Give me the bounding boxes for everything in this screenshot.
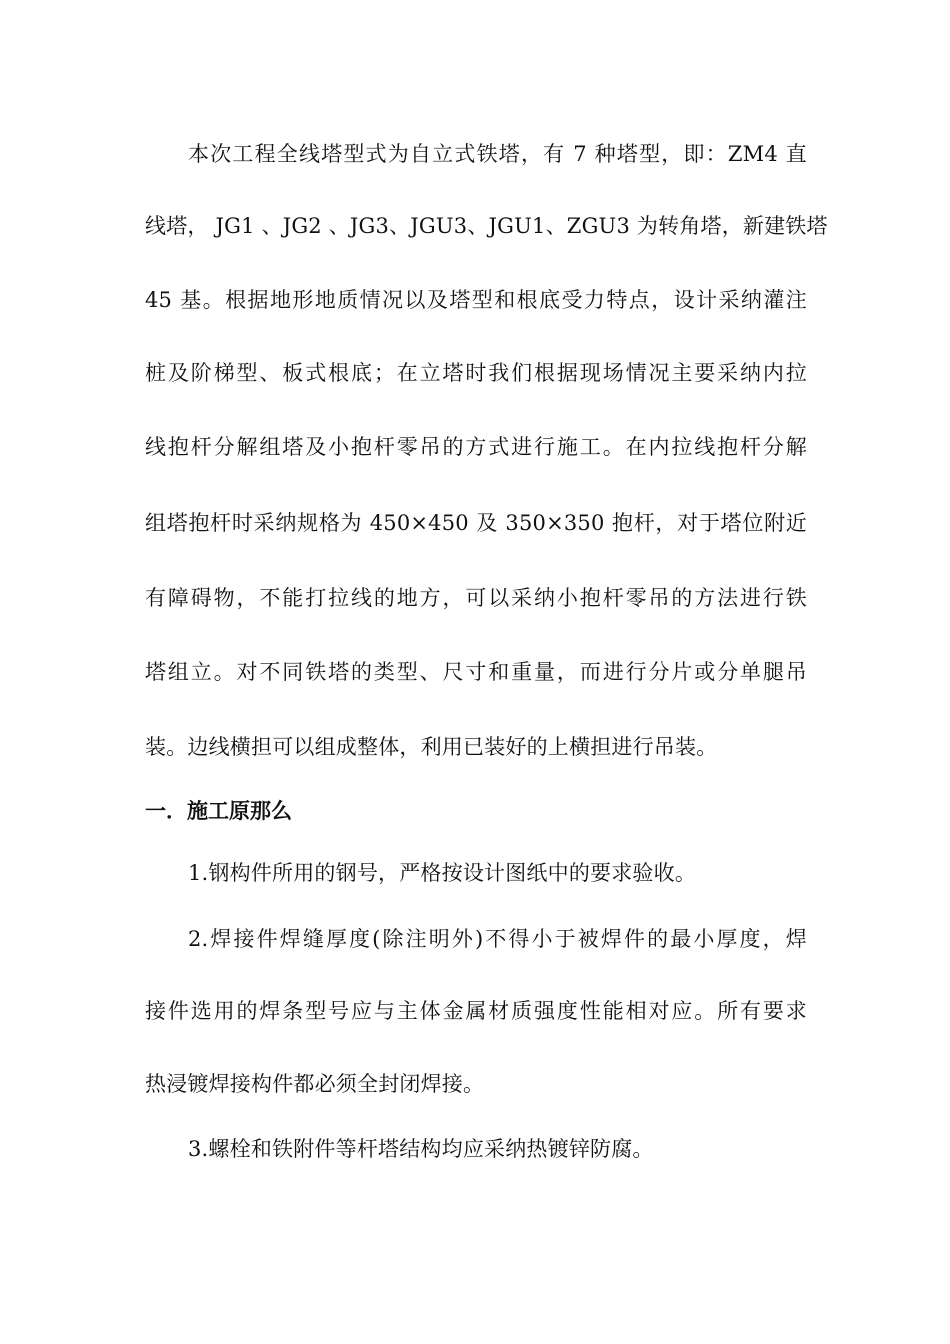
principle-item-2-line-1: 2.焊接件焊缝厚度(除注明外)不得小于被焊件的最小厚度，焊 [188, 927, 807, 951]
principle-item-1: 1.钢构件所用的钢号，严格按设计图纸中的要求验收。 [188, 861, 697, 885]
intro-line-2: 线塔， JG1 、JG2 、JG3、JGU3、JGU1、ZGU3 为转角塔，新建铁塔 [145, 214, 828, 238]
intro-line-9: 装。边线横担可以组成整体，利用已装好的上横担进行吊装。 [145, 735, 718, 759]
principle-item-2-line-2: 接件选用的焊条型号应与主体金属材质强度性能相对应。所有要求 [145, 999, 807, 1023]
section-heading: 一．施工原那么 [145, 799, 292, 823]
intro-line-1: 本次工程全线塔型式为自立式铁塔，有 7 种塔型，即：ZM4 直 [188, 142, 807, 166]
intro-line-5: 线抱杆分解组塔及小抱杆零吊的方式进行施工。在内拉线抱杆分解 [145, 435, 807, 459]
principle-item-2-line-3: 热浸镀焊接构件都必须全封闭焊接。 [145, 1072, 485, 1096]
intro-line-6: 组塔抱杆时采纳规格为 450×450 及 350×350 抱杆，对于塔位附近 [145, 511, 807, 535]
principle-item-3: 3.螺栓和铁附件等杆塔结构均应采纳热镀锌防腐。 [188, 1137, 654, 1161]
intro-line-8: 塔组立。对不同铁塔的类型、尺寸和重量，而进行分片或分单腿吊 [145, 660, 807, 684]
intro-line-3: 45 基。根据地形地质情况以及塔型和根底受力特点，设计采纳灌注 [145, 288, 807, 312]
intro-line-7: 有障碍物，不能打拉线的地方，可以采纳小抱杆零吊的方法进行铁 [145, 586, 807, 610]
intro-line-4: 桩及阶梯型、板式根底；在立塔时我们根据现场情况主要采纳内拉 [145, 361, 807, 385]
